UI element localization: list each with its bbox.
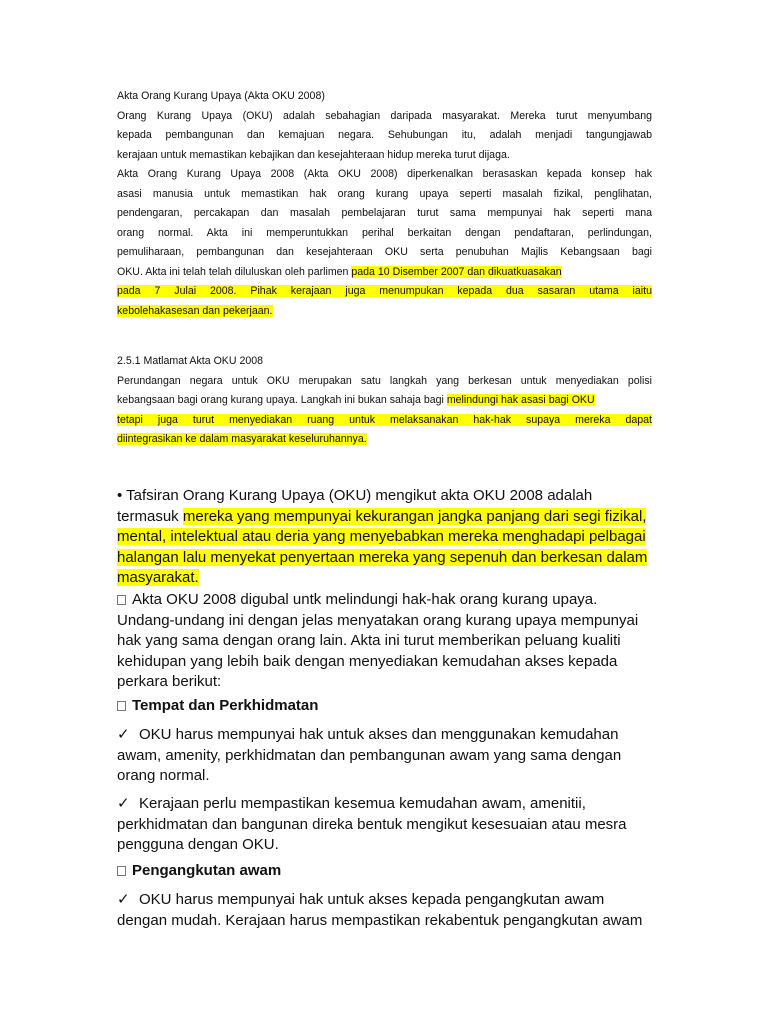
section-akta-oku <box>117 87 652 321</box>
highlighted-text: halangan lalu menyekat penyertaan mereka yang sepenuh dan berkesan dalam <box>117 548 648 566</box>
heading-text: Tempat dan Perkhidmatan <box>132 697 319 714</box>
check-line: dengan mudah. Kerajaan harus mempastikan rekabentuk pengangkutan awam <box>117 911 643 929</box>
item-text: OKU harus mempunyai hak untuk akses dan menggunakan kemudahan <box>139 726 619 743</box>
section-title: Akta Orang Kurang Upaya (Akta OKU 2008) <box>117 90 325 102</box>
highlighted-text: mereka yang mempunyai kekurangan jangka panjang dari segi fizikal, <box>182 507 647 525</box>
check-item <box>117 794 657 856</box>
paragraph-line: kepada pembangunan dan kemajuan negara. Sehubungan itu, adalah menjadi tangungjawab <box>117 129 652 141</box>
paragraph-line: Akta Orang Kurang Upaya 2008 (Akta OKU 2008) diperkenalkan berasaskan kepada konsep hak <box>117 168 652 180</box>
plain-text: termasuk <box>117 507 183 525</box>
paragraph-line: pendengaran, percakapan dan masalah pembelajaran turut sama mempunyai hak seperti mana <box>117 207 652 219</box>
check-line: pengguna dengan OKU. <box>117 836 279 853</box>
bullet-line <box>117 507 657 528</box>
highlighted-text: pada 7 Julai 2008. Pihak kerajaan juga menumpukan kepada dua sasaran utama iaitu <box>117 285 652 297</box>
check-line: perkhidmatan dan bangunan direka bentuk mengikut kesesuaian atau mesra <box>117 815 627 833</box>
highlighted-text: kebolehakasesan dan pekerjaan. <box>117 304 273 317</box>
item-text: Kerajaan perlu mempastikan kesemua kemudahan awam, amenitii, <box>139 795 586 812</box>
highlighted-line <box>117 302 652 322</box>
heading-text: Pengangkutan awam <box>132 862 282 879</box>
bullet-tafsiran <box>117 486 657 589</box>
heading-tempat <box>117 696 652 717</box>
paragraph-line: kerajaan untuk memastikan kebajikan dan kesejahteraan hidup mereka turut dijaga. <box>117 148 510 161</box>
box-bullet-icon <box>117 595 126 605</box>
paragraph-line: Orang Kurang Upaya (OKU) adalah sebahagian daripada masyarakat. Mereka turut menyumbang <box>117 109 652 122</box>
paragraph-line: kehidupan yang lebih baik dengan menyediakan kemudahan akses kepada <box>117 652 618 670</box>
highlighted-text: diintegrasikan ke dalam masyarakat keseluruhannya. <box>117 433 367 445</box>
heading-pengangkutan <box>117 861 652 882</box>
bullet-icon: • <box>117 487 123 504</box>
item-text: OKU harus mempunyai hak untuk akses kepada pengangkutan awam <box>139 891 605 908</box>
check-icon: ✓ <box>117 891 130 908</box>
check-line <box>117 794 657 815</box>
highlighted-line <box>117 430 652 450</box>
check-line: awam, amenity, perkhidmatan dan pembangunan awam yang sama dengan <box>117 746 622 764</box>
check-item <box>117 725 657 787</box>
highlighted-line <box>117 548 657 569</box>
highlighted-text: mental, intelektual atau deria yang menyebabkan mereka menghadapi pelbagai <box>117 528 646 545</box>
check-item <box>117 890 657 931</box>
section-matlamat <box>117 352 652 450</box>
paragraph-line: Undang-undang ini dengan jelas menyatakan orang kurang upaya mempunyai <box>117 611 639 629</box>
plain-text: kebangsaan bagi orang kurang upaya. Langkah ini bukan sahaja bagi <box>117 394 447 406</box>
highlighted-line <box>117 282 652 302</box>
check-line: orang normal. <box>117 767 210 784</box>
paragraph-line: pemuliharaan, pembangunan dan kesejahteraan OKU serta penubuhan Majlis Kebangsaan bagi <box>117 246 652 258</box>
highlighted-text: masyarakat. <box>117 569 199 586</box>
highlighted-line <box>117 527 657 548</box>
highlighted-line <box>117 411 652 431</box>
section-title: 2.5.1 Matlamat Akta OKU 2008 <box>117 355 264 367</box>
check-icon: ✓ <box>117 795 130 812</box>
highlighted-line <box>117 568 657 589</box>
highlighted-text: melindungi hak asasi bagi OKU <box>446 394 595 406</box>
bullet-line <box>117 486 657 507</box>
akta-paragraph <box>117 590 657 693</box>
check-line <box>117 890 657 911</box>
paragraph-line: orang normal. Akta ini memperuntukkan perihal berkaitan dengan pendaftaran, perlindungan, <box>117 226 652 239</box>
check-icon: ✓ <box>117 726 130 743</box>
paragraph-line: Perundangan negara untuk OKU merupakan satu langkah yang berkesan untuk menyediakan polisi <box>117 374 652 387</box>
paragraph-line: hak yang sama dengan orang lain. Akta ini turut memberikan peluang kualiti <box>117 632 621 649</box>
box-bullet-icon <box>117 701 126 711</box>
highlighted-text: pada 10 Disember 2007 dan dikuatkuasakan <box>351 265 562 278</box>
heading-line <box>117 861 652 882</box>
check-line <box>117 725 657 746</box>
heading-line <box>117 696 652 717</box>
paragraph-line: perkara berikut: <box>117 673 222 690</box>
paragraph-line: asasi manusia untuk memastikan hak orang kurang upaya seperti masalah fizikal, penglihatan, <box>117 187 652 200</box>
paragraph-line <box>117 263 652 283</box>
plain-text: Tafsiran Orang Kurang Upaya (OKU) mengikut akta OKU 2008 adalah <box>122 487 593 504</box>
paragraph-line <box>117 590 657 611</box>
box-bullet-icon <box>117 866 126 876</box>
paragraph-line <box>117 391 652 411</box>
plain-text: OKU. Akta ini telah telah diluluskan oleh parlimen <box>117 265 352 278</box>
paragraph-text: Akta OKU 2008 digubal untk melindungi hak-hak orang kurang upaya. <box>132 591 598 608</box>
highlighted-text: tetapi juga turut menyediakan ruang untuk melaksanakan hak-hak supaya mereka dapat <box>117 413 652 426</box>
